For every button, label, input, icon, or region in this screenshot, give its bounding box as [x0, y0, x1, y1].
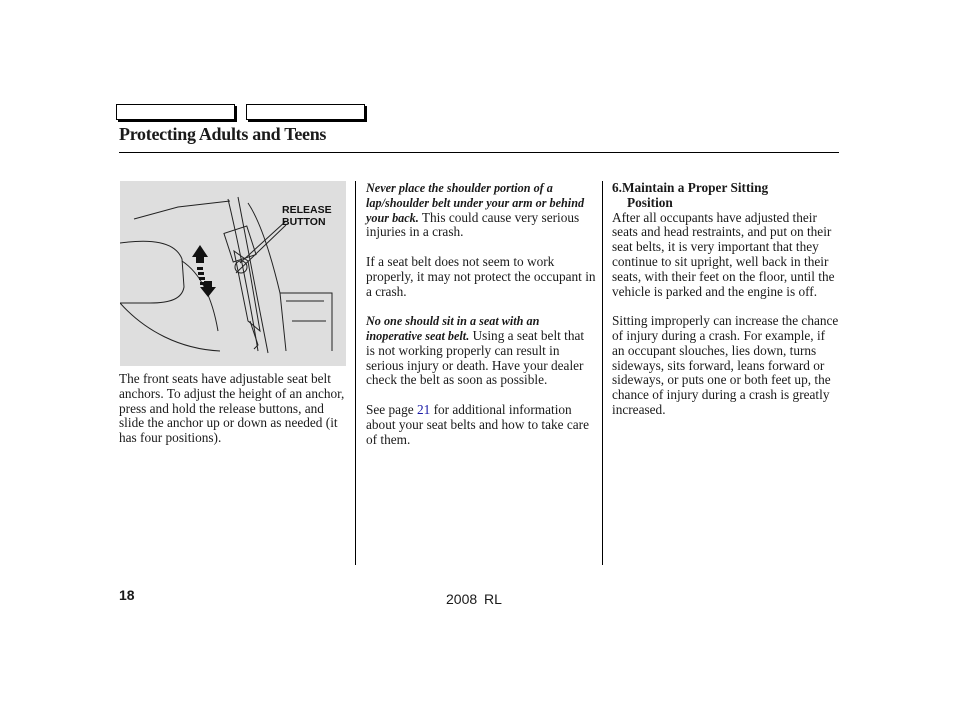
nav-tab-previous[interactable] [116, 104, 235, 120]
section-heading [612, 181, 840, 211]
column-middle [366, 181, 596, 462]
page-number: 18 [119, 587, 135, 603]
column-left [119, 372, 349, 461]
release-button-label [282, 204, 332, 228]
see-page-paragraph [366, 403, 596, 447]
page-21-link[interactable]: 21 [416, 401, 431, 417]
see-page-prefix: See page [366, 401, 417, 417]
sitting-position-paragraph: After all occupants have adjusted their seats and head restraints, and put on their seat belts, it is very important that they continue to sit upright, well back in their seats, with their feet on the floor, until the vehicle is parked and the engine is off. [612, 209, 835, 299]
nav-tab-next[interactable] [246, 104, 365, 120]
page-title: Protecting Adults and Teens [119, 124, 327, 144]
seat-belt-anchor-illustration [120, 181, 346, 366]
sitting-improperly-paragraph: Sitting improperly can increase the chance of injury during a crash. For example, if an occupant slouches, lies down, turns sideways, sits forward, leans forward or sideways, or puts one or both feet up, the chance of injury during a crash is greatly increased. [612, 313, 839, 417]
model-footer: 2008 RL [446, 591, 502, 607]
see-page-suffix: for additional information about your seat belts and how to take care of them. [366, 401, 590, 447]
warning-bold-text: No one should sit in a seat with an inoperative seat belt. [366, 314, 540, 343]
belt-not-working-paragraph: If a seat belt does not seem to work properly, it may not protect the occupant in a crash. [366, 253, 596, 299]
column-right [612, 181, 840, 433]
release-label-line2: BUTTON [282, 216, 326, 228]
warning-inoperative-belt [366, 314, 596, 388]
column-divider-1 [355, 181, 356, 565]
warning-shoulder-belt [366, 181, 596, 240]
warning-body-text: Using a seat belt that is not working properly can result in serious injury or death. Have your dealer check the belt as soon as possible. [366, 327, 585, 388]
anchor-adjust-paragraph: The front seats have adjustable seat belt anchors. To adjust the height of an anchor, press and hold the release buttons, and slide the anchor up or down as needed (it has four positions). [119, 371, 345, 446]
warning-body-text: This could cause very serious injuries in a crash. [366, 209, 580, 240]
warning-bold-text: Never place the shoulder portion of a lap/shoulder belt under your arm or behind your back. [366, 181, 585, 225]
section-heading-line1: 6.Maintain a Proper Sitting [612, 180, 769, 195]
title-divider [119, 152, 839, 153]
column-divider-2 [602, 181, 603, 565]
release-label-line1: RELEASE [282, 204, 332, 216]
section-heading-line2: Position [627, 194, 673, 210]
